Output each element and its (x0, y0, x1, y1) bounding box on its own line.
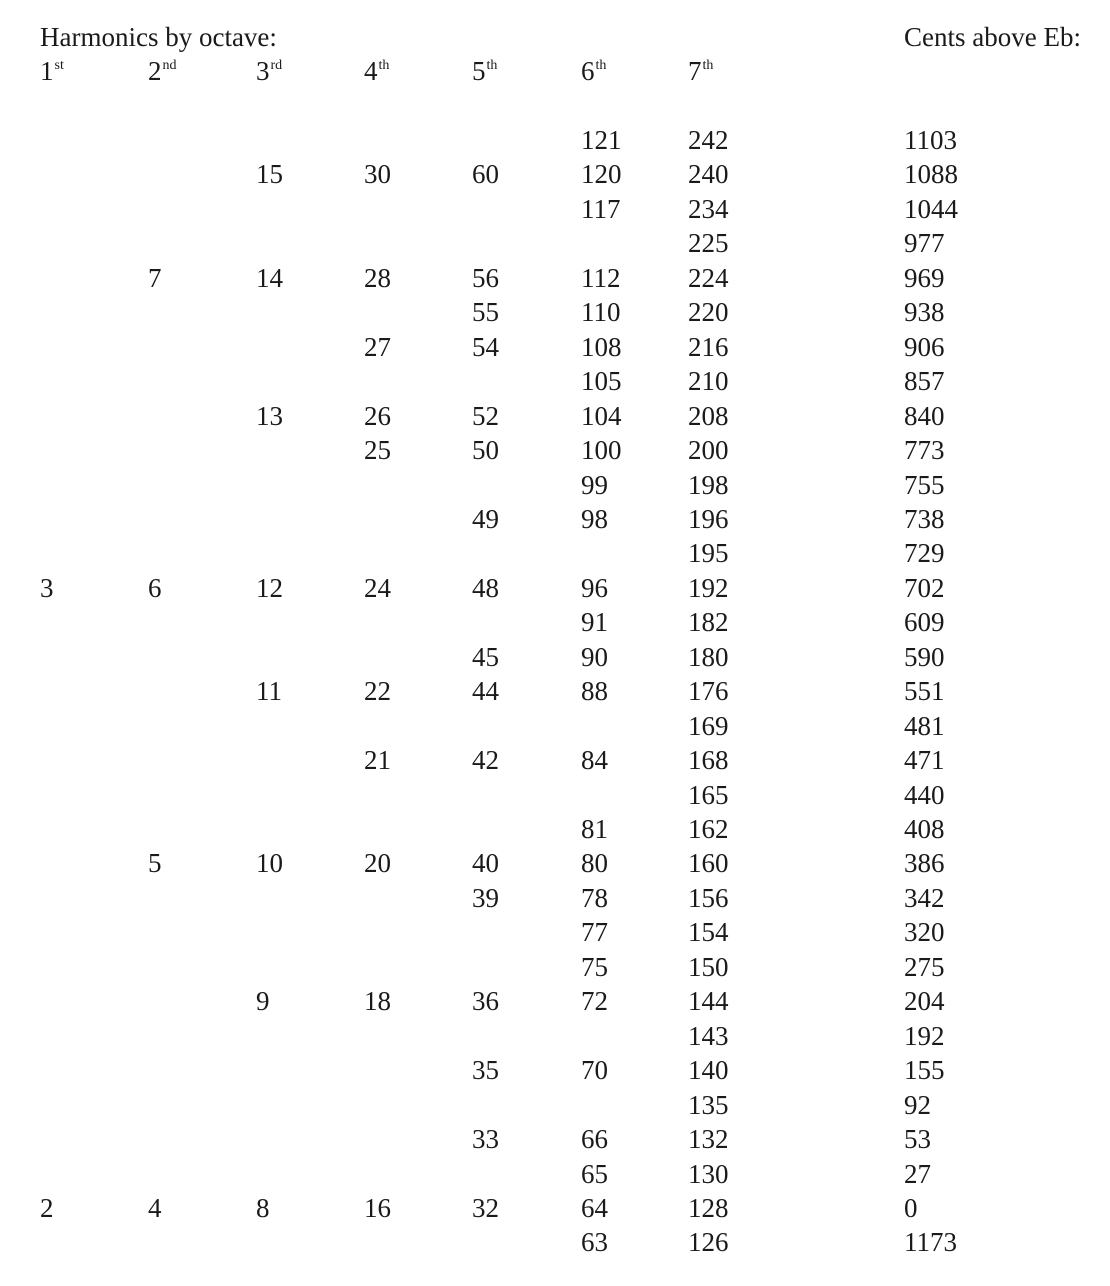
harmonic-cell: 192 (688, 573, 729, 603)
cents-cell: 275 (904, 952, 945, 982)
cents-cell: 53 (904, 1124, 931, 1154)
cents-cell: 471 (904, 745, 945, 775)
harmonic-cell: 210 (688, 366, 729, 396)
harmonic-cell: 66 (581, 1124, 608, 1154)
harmonic-cell: 216 (688, 332, 729, 362)
harmonic-cell: 112 (581, 263, 621, 293)
harmonic-cell: 182 (688, 607, 729, 637)
cents-cell: 155 (904, 1055, 945, 1085)
harmonic-cell: 54 (472, 332, 499, 362)
harmonic-cell: 70 (581, 1055, 608, 1085)
cents-cell: 1044 (904, 194, 958, 224)
harmonic-cell: 48 (472, 573, 499, 603)
octave-header-3: 3rd (256, 56, 283, 86)
harmonic-cell: 49 (472, 504, 499, 534)
harmonic-cell: 176 (688, 676, 729, 706)
harmonic-cell: 91 (581, 607, 608, 637)
cents-cell: 857 (904, 366, 945, 396)
harmonic-cell: 168 (688, 745, 729, 775)
harmonic-cell: 169 (688, 711, 729, 741)
harmonic-cell: 25 (364, 435, 391, 465)
cents-cell: 773 (904, 435, 945, 465)
cents-cell: 977 (904, 228, 945, 258)
harmonic-cell: 75 (581, 952, 608, 982)
harmonic-cell: 196 (688, 504, 729, 534)
harmonic-cell: 200 (688, 435, 729, 465)
harmonic-cell: 108 (581, 332, 622, 362)
harmonic-cell: 72 (581, 986, 608, 1016)
cents-cell: 906 (904, 332, 945, 362)
cents-heading: Cents above Eb: (904, 22, 1081, 52)
harmonic-cell: 50 (472, 435, 499, 465)
cents-cell: 440 (904, 780, 945, 810)
cents-cell: 1088 (904, 159, 958, 189)
harmonic-cell: 234 (688, 194, 729, 224)
cents-cell: 320 (904, 917, 945, 947)
cents-cell: 551 (904, 676, 945, 706)
harmonic-cell: 52 (472, 401, 499, 431)
harmonic-cell: 154 (688, 917, 729, 947)
cents-cell: 1103 (904, 125, 957, 155)
harmonic-cell: 35 (472, 1055, 499, 1085)
cents-cell: 938 (904, 297, 945, 327)
harmonic-cell: 44 (472, 676, 499, 706)
harmonic-cell: 5 (148, 848, 162, 878)
cents-cell: 1173 (904, 1227, 957, 1257)
harmonic-cell: 117 (581, 194, 621, 224)
harmonic-cell: 165 (688, 780, 729, 810)
cents-cell: 27 (904, 1159, 931, 1189)
harmonic-cell: 90 (581, 642, 608, 672)
harmonic-cell: 195 (688, 538, 729, 568)
harmonic-cell: 104 (581, 401, 622, 431)
harmonic-cell: 160 (688, 848, 729, 878)
octave-header-6: 6th (581, 56, 607, 86)
harmonic-cell: 84 (581, 745, 608, 775)
octave-header-2: 2nd (148, 56, 177, 86)
harmonic-cell: 10 (256, 848, 283, 878)
harmonic-cell: 13 (256, 401, 283, 431)
harmonic-cell: 63 (581, 1227, 608, 1257)
harmonic-cell: 24 (364, 573, 391, 603)
cents-cell: 755 (904, 470, 945, 500)
cents-cell: 408 (904, 814, 945, 844)
cents-cell: 840 (904, 401, 945, 431)
harmonic-cell: 36 (472, 986, 499, 1016)
cents-cell: 0 (904, 1193, 918, 1223)
cents-cell: 702 (904, 573, 945, 603)
harmonic-cell: 14 (256, 263, 283, 293)
harmonic-cell: 120 (581, 159, 622, 189)
cents-cell: 192 (904, 1021, 945, 1051)
cents-cell: 969 (904, 263, 945, 293)
harmonic-cell: 135 (688, 1090, 729, 1120)
harmonic-cell: 80 (581, 848, 608, 878)
harmonic-cell: 26 (364, 401, 391, 431)
harmonic-cell: 65 (581, 1159, 608, 1189)
cents-cell: 386 (904, 848, 945, 878)
octave-header-4: 4th (364, 56, 390, 86)
page-title: Harmonics by octave: (40, 22, 277, 52)
harmonic-cell: 60 (472, 159, 499, 189)
harmonic-cell: 39 (472, 883, 499, 913)
cents-cell: 204 (904, 986, 945, 1016)
harmonic-cell: 56 (472, 263, 499, 293)
harmonic-cell: 9 (256, 986, 270, 1016)
harmonic-cell: 7 (148, 263, 162, 293)
octave-header-7: 7th (688, 56, 714, 86)
harmonic-cell: 98 (581, 504, 608, 534)
harmonic-cell: 42 (472, 745, 499, 775)
harmonic-cell: 100 (581, 435, 622, 465)
octave-header-1: 1st (40, 56, 64, 86)
harmonic-cell: 22 (364, 676, 391, 706)
octave-header-5: 5th (472, 56, 498, 86)
harmonic-cell: 156 (688, 883, 729, 913)
harmonic-cell: 162 (688, 814, 729, 844)
harmonic-cell: 88 (581, 676, 608, 706)
harmonic-cell: 121 (581, 125, 622, 155)
cents-cell: 738 (904, 504, 945, 534)
harmonic-cell: 208 (688, 401, 729, 431)
cents-cell: 729 (904, 538, 945, 568)
harmonic-cell: 242 (688, 125, 729, 155)
cents-cell: 590 (904, 642, 945, 672)
harmonic-cell: 110 (581, 297, 621, 327)
harmonic-cell: 55 (472, 297, 499, 327)
harmonic-cell: 30 (364, 159, 391, 189)
harmonic-cell: 64 (581, 1193, 608, 1223)
harmonic-cell: 126 (688, 1227, 729, 1257)
harmonic-cell: 99 (581, 470, 608, 500)
harmonic-cell: 240 (688, 159, 729, 189)
harmonic-cell: 16 (364, 1193, 391, 1223)
harmonic-cell: 220 (688, 297, 729, 327)
harmonic-cell: 6 (148, 573, 162, 603)
harmonic-cell: 15 (256, 159, 283, 189)
harmonic-cell: 32 (472, 1193, 499, 1223)
harmonic-cell: 33 (472, 1124, 499, 1154)
harmonic-cell: 96 (581, 573, 608, 603)
harmonic-cell: 2 (40, 1193, 54, 1223)
harmonic-cell: 77 (581, 917, 608, 947)
harmonic-cell: 81 (581, 814, 608, 844)
harmonic-cell: 144 (688, 986, 729, 1016)
harmonic-cell: 27 (364, 332, 391, 362)
harmonic-cell: 12 (256, 573, 283, 603)
harmonic-cell: 20 (364, 848, 391, 878)
harmonic-cell: 130 (688, 1159, 729, 1189)
harmonic-cell: 78 (581, 883, 608, 913)
harmonic-cell: 3 (40, 573, 54, 603)
harmonic-cell: 18 (364, 986, 391, 1016)
harmonic-cell: 40 (472, 848, 499, 878)
cents-cell: 481 (904, 711, 945, 741)
harmonic-cell: 132 (688, 1124, 729, 1154)
harmonic-cell: 128 (688, 1193, 729, 1223)
harmonic-cell: 28 (364, 263, 391, 293)
harmonic-cell: 140 (688, 1055, 729, 1085)
cents-cell: 92 (904, 1090, 931, 1120)
cents-cell: 342 (904, 883, 945, 913)
harmonic-cell: 4 (148, 1193, 162, 1223)
harmonic-cell: 150 (688, 952, 729, 982)
harmonic-cell: 21 (364, 745, 391, 775)
harmonic-cell: 224 (688, 263, 729, 293)
harmonic-cell: 11 (256, 676, 282, 706)
harmonic-cell: 8 (256, 1193, 270, 1223)
harmonic-cell: 225 (688, 228, 729, 258)
harmonic-cell: 105 (581, 366, 622, 396)
harmonic-cell: 143 (688, 1021, 729, 1051)
harmonic-cell: 180 (688, 642, 729, 672)
harmonic-cell: 198 (688, 470, 729, 500)
cents-cell: 609 (904, 607, 945, 637)
harmonic-cell: 45 (472, 642, 499, 672)
